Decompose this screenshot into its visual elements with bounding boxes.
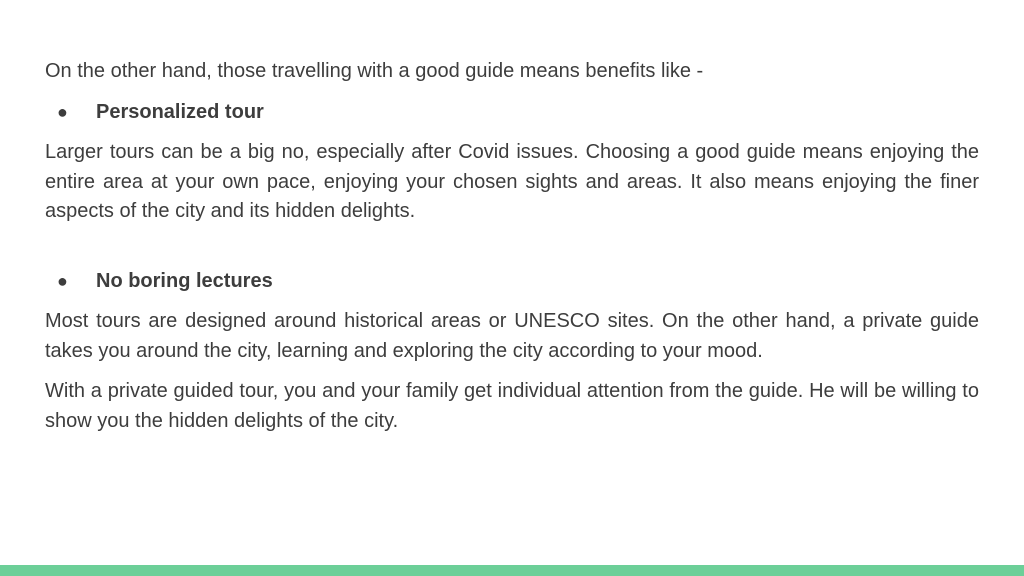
bullet-heading: Personalized tour — [96, 100, 264, 123]
document-body — [45, 57, 979, 436]
intro-paragraph: On the other hand, those travelling with a good guide means benefits like - — [45, 60, 704, 82]
section-paragraph: Most tours are designed around historical areas or UNESCO sites. On the other hand, a private guide takes you around the city, learning and exploring the city according to your mood. — [45, 310, 979, 362]
section-spacer — [45, 227, 979, 267]
section-paragraph: Larger tours can be a big no, especially after Covid issues. Choosing a good guide means enjoying the entire area at your own pace, enjoying your chosen sights and areas. It also means enjoying the finer aspects of the city and its hidden delights. — [45, 141, 979, 222]
bullet-icon: ● — [57, 270, 68, 291]
section-paragraph: With a private guided tour, you and your family get individual attention from the guide. He will be willing to show you the hidden delights of the city. — [45, 380, 979, 432]
bullet-no-boring-lectures — [45, 267, 979, 297]
footer-accent-bar — [0, 565, 1024, 576]
bullet-heading: No boring lectures — [96, 269, 273, 292]
bullet-icon: ● — [57, 101, 68, 122]
bullet-personalized-tour — [45, 98, 979, 128]
